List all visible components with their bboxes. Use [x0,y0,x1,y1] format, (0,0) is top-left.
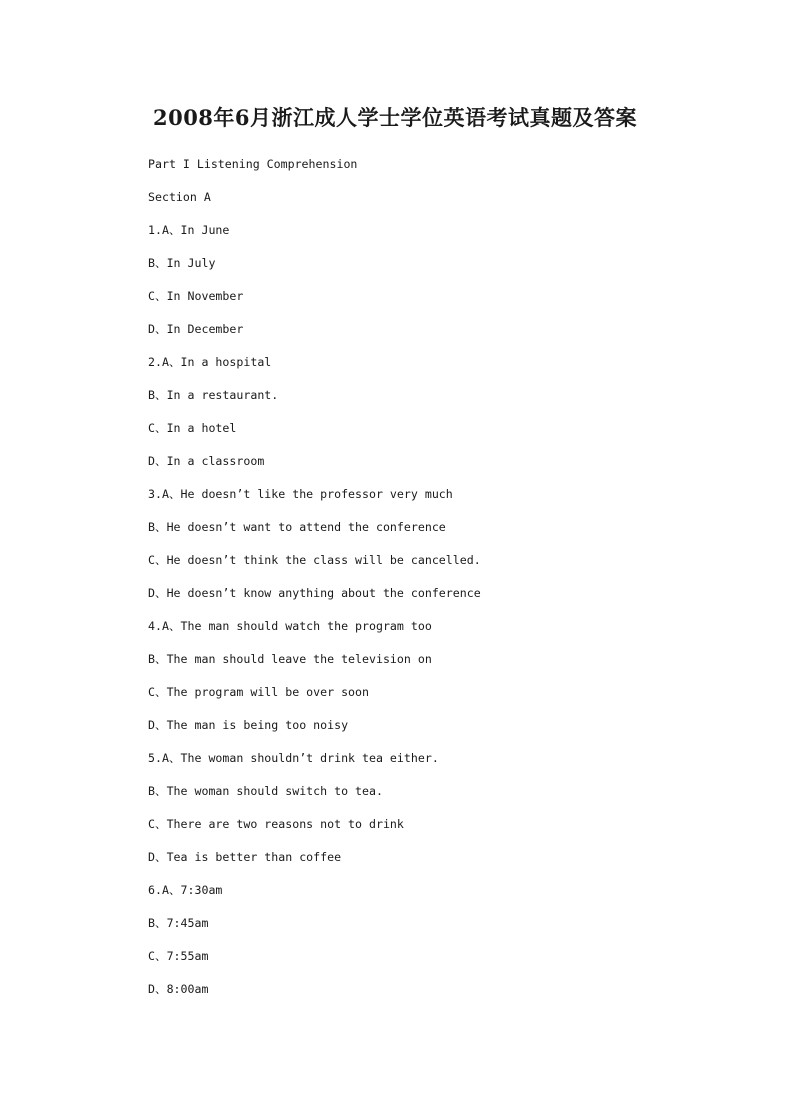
question-1-option-c: C、In November [148,289,244,303]
question-4-option-c: C、The program will be over soon [148,685,369,699]
question-3-option-c: C、He doesn’t think the class will be cancelled. [148,553,481,567]
section-heading-part-1: Part I Listening Comprehension [148,157,358,171]
question-6-option-b: B、7:45am [148,916,209,930]
question-6-option-d: D、8:00am [148,982,209,996]
question-5-option-c: C、There are two reasons not to drink [148,817,404,831]
question-2-option-b: B、In a restaurant. [148,388,279,402]
section-heading-section-a: Section A [148,190,211,204]
question-3-option-b: B、He doesn’t want to attend the conference [148,520,446,534]
question-2-option-c: C、In a hotel [148,421,237,435]
document-title: 2008年6月浙江成人学士学位英语考试真题及答案 [152,105,638,130]
question-4-option-a: 4.A、The man should watch the program too [148,619,432,633]
question-5-option-d: D、Tea is better than coffee [148,850,342,864]
question-4-option-d: D、The man is being too noisy [148,718,349,732]
question-6-option-a: 6.A、7:30am [148,883,223,897]
question-2-option-a: 2.A、In a hospital [148,355,272,369]
question-5-option-a: 5.A、The woman shouldn’t drink tea either. [148,751,439,765]
question-6-option-c: C、7:55am [148,949,209,963]
question-2-option-d: D、In a classroom [148,454,265,468]
document-body [148,155,748,1013]
question-1-option-a: 1.A、In June [148,223,230,237]
question-5-option-b: B、The woman should switch to tea. [148,784,383,798]
question-4-option-b: B、The man should leave the television on [148,652,432,666]
question-3-option-a: 3.A、He doesn’t like the professor very much [148,487,453,501]
question-1-option-d: D、In December [148,322,244,336]
question-3-option-d: D、He doesn’t know anything about the conference [148,586,481,600]
question-1-option-b: B、In July [148,256,216,270]
